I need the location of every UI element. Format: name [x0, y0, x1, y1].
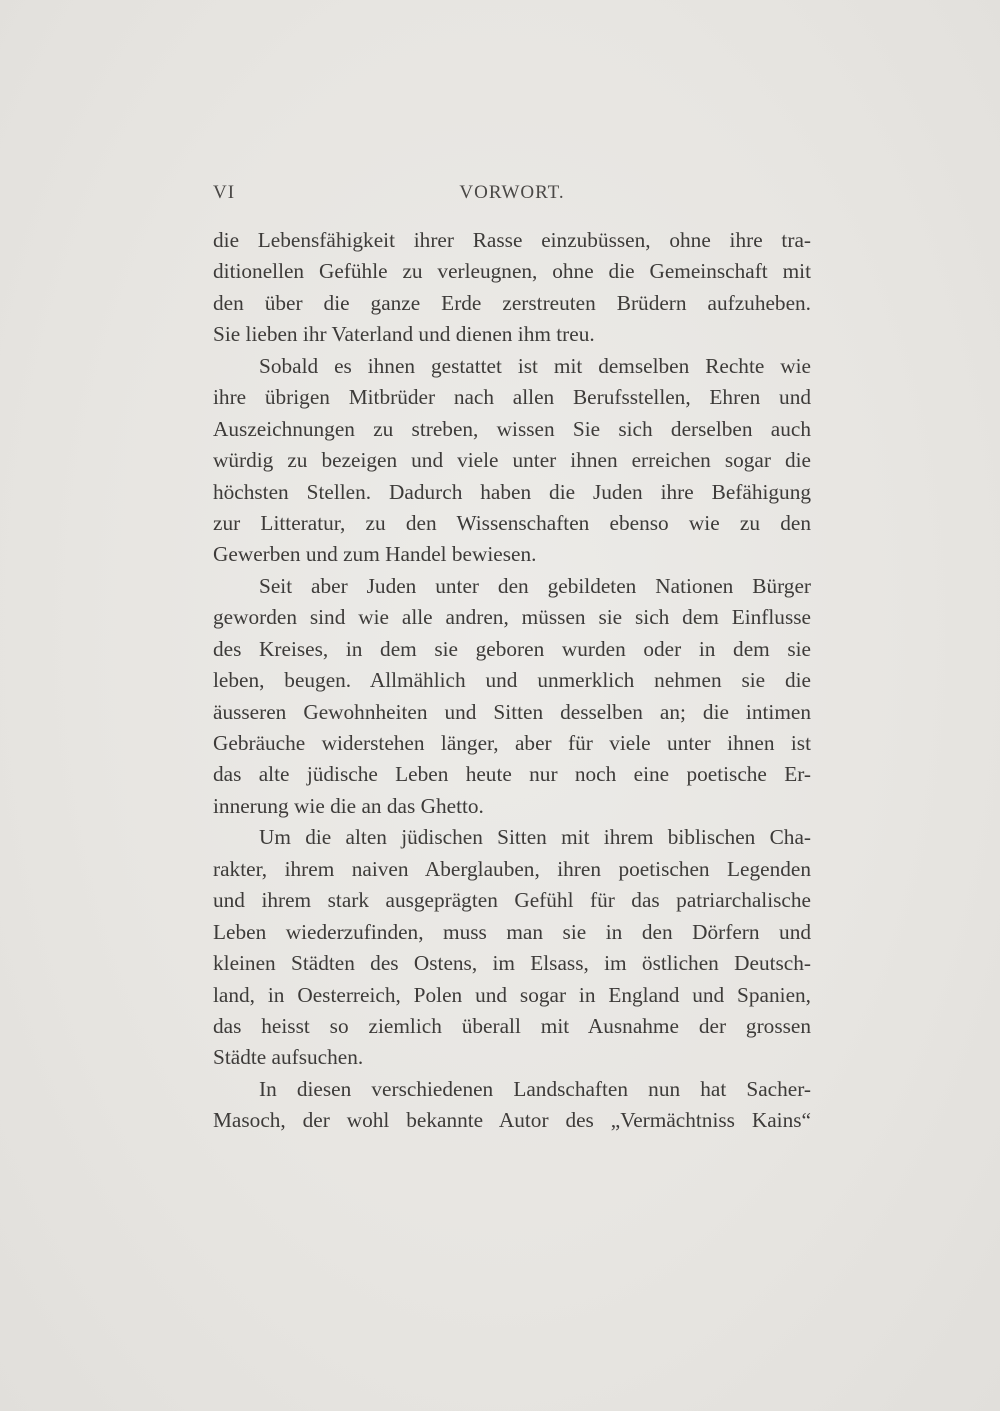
- text-line: ihre übrigen Mitbrüder nach allen Berufsstellen, Ehren und: [213, 385, 811, 410]
- text-line: das heisst so ziemlich überall mit Ausnahme der grossen: [213, 1013, 811, 1038]
- text-line: Leben wiederzufinden, muss man sie in den Dörfern und: [213, 919, 811, 944]
- text-line: geworden sind wie alle andren, müssen sie sich dem Einflusse: [213, 605, 811, 630]
- text-line: Gebräuche widerstehen länger, aber für viele unter ihnen ist: [213, 731, 811, 755]
- text-line: ditionellen Gefühle zu verleugnen, ohne die Gemeinschaft mit: [213, 259, 811, 284]
- text-line: des Kreises, in dem sie geboren wurden oder in dem sie: [213, 636, 811, 661]
- text-line: Sobald es ihnen gestattet ist mit demselben Rechte wie: [259, 353, 811, 378]
- text-line: land, in Oesterreich, Polen und sogar in England und Spanien,: [213, 982, 811, 1007]
- text-line: zur Litteratur, zu den Wissenschaften ebenso wie zu den: [213, 510, 811, 535]
- text-line: Städte aufsuchen.: [213, 1045, 364, 1070]
- text-line: und ihrem stark ausgeprägten Gefühl für das patriarchalische: [213, 888, 811, 913]
- text-line: den über die ganze Erde zerstreuten Brüdern aufzuheben.: [213, 290, 811, 315]
- text-line: leben, beugen. Allmählich und unmerklich nehmen sie die: [213, 668, 811, 693]
- text-line: rakter, ihrem naiven Aberglauben, ihren poetischen Legenden: [213, 856, 811, 881]
- page-header: [213, 182, 811, 210]
- text-line: das alte jüdische Leben heute nur noch eine poetische Er-: [213, 762, 811, 787]
- text-line: Um die alten jüdischen Sitten mit ihrem biblischen Cha-: [259, 825, 811, 850]
- text-line: Auszeichnungen zu streben, wissen Sie sich derselben auch: [213, 416, 811, 441]
- text-line: Sie lieben ihr Vaterland und dienen ihm treu.: [213, 322, 595, 347]
- text-line: höchsten Stellen. Dadurch haben die Juden ihre Befähigung: [213, 479, 811, 504]
- text-line: würdig zu bezeigen und viele unter ihnen erreichen sogar die: [213, 448, 811, 473]
- text-line: innerung wie die an das Ghetto.: [213, 793, 484, 818]
- text-line: äusseren Gewohnheiten und Sitten desselben an; die intimen: [213, 699, 811, 724]
- text-line: die Lebensfähigkeit ihrer Rasse einzubüssen, ohne ihre tra-: [213, 228, 811, 252]
- body-text: [213, 225, 811, 1137]
- page-number: VI: [213, 182, 236, 203]
- text-line: kleinen Städten des Ostens, im Elsass, im östlichen Deutsch-: [213, 951, 811, 976]
- text-line: Masoch, der wohl bekannte Autor des „Vermächtniss Kains“: [213, 1108, 811, 1133]
- text-line: Gewerben und zum Handel bewiesen.: [213, 542, 537, 567]
- text-line: In diesen verschiedenen Landschaften nun hat Sacher-: [259, 1076, 811, 1101]
- text-line: Seit aber Juden unter den gebildeten Nationen Bürger: [259, 573, 811, 598]
- running-head: VORWORT.: [459, 182, 565, 203]
